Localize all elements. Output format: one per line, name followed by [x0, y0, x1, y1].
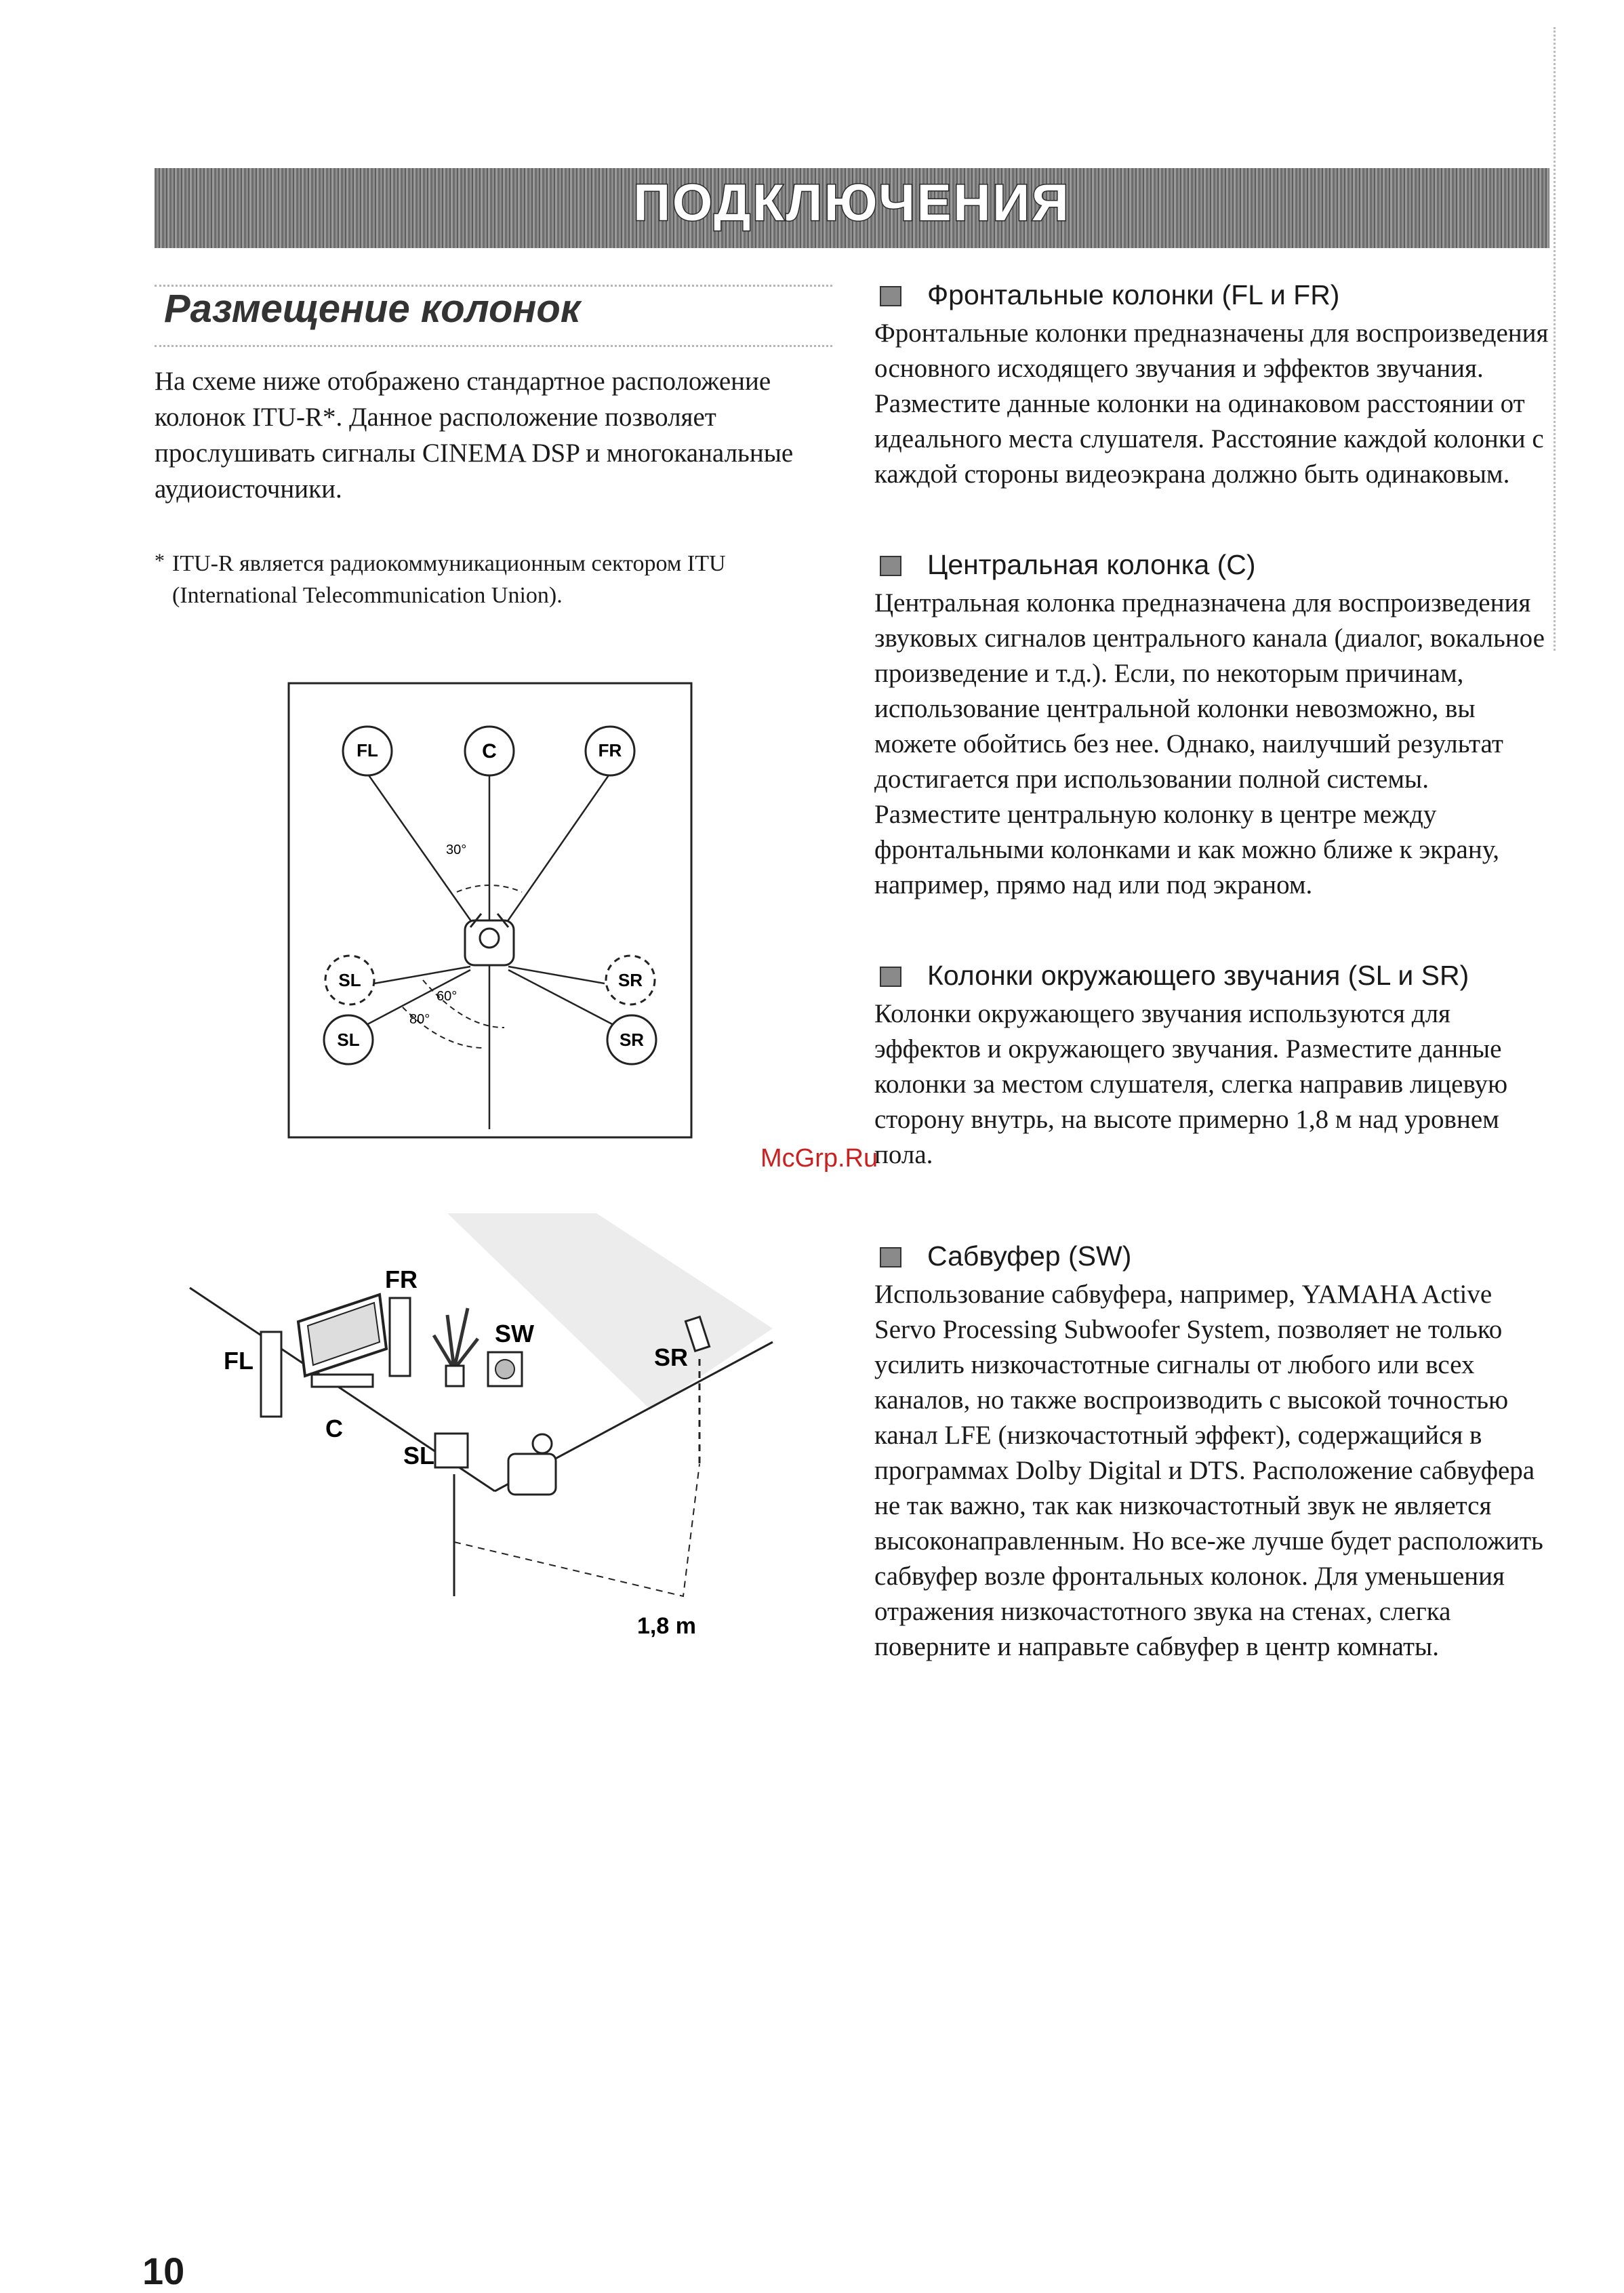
room-label-fr: FR — [385, 1265, 418, 1293]
angle-label-30: 30° — [446, 843, 467, 857]
section-center-speaker — [874, 546, 1559, 903]
section-subwoofer — [874, 1238, 1559, 1665]
footnote-text: ITU-R является радиокоммуникационным сектором ITU (International Telecommunication Union). — [172, 551, 726, 608]
speaker-fr-label: FR — [598, 740, 622, 760]
fl-speaker-icon — [261, 1332, 281, 1417]
listener-chair-icon — [508, 1434, 556, 1495]
angle-label-80: 80° — [409, 1012, 430, 1027]
section-title: Размещение колонок — [164, 287, 581, 331]
section-surround-speakers — [874, 957, 1559, 1173]
speaker-fr — [586, 727, 634, 775]
height-guide-lines — [454, 1464, 699, 1596]
speaker-sr-front — [607, 1015, 656, 1064]
heading-bullet-icon — [880, 556, 901, 576]
footnote — [155, 548, 846, 611]
room-label-sl: SL — [403, 1442, 435, 1469]
heading-text: Центральная колонка (C) — [927, 549, 1256, 580]
angle-arc-60 — [423, 980, 504, 1028]
speaker-c — [465, 727, 514, 775]
paragraph-surround-speakers: Колонки окружающего звучания используются для эффектов и окружающего звучания. Разместите данные колонки за местом слушателя, слегка направив лицевую сторону внутрь, на высоте примерно 1,8 м над уровнем пола. — [874, 999, 1508, 1169]
speaker-fl-label: FL — [357, 740, 378, 760]
speaker-sr-rear — [606, 956, 655, 1005]
banner-title: ПОДКЛЮЧЕНИЯ — [633, 174, 1071, 232]
paragraph-center-speaker: Центральная колонка предназначена для воспроизведения звуковых сигналов центрального канала (диалог, вокальное произведение и т.д.). Если, по некоторым причинам, использование центральной колонки невозможно, вы можете обойтись без нее. Однако, наилучший результат достигается при использовании полной системы. Разместите центральную колонку в центре между фронтальными колонками и как можно ближе к экрану, например, прямо над или под экраном. — [874, 588, 1545, 899]
heading-bullet-icon — [880, 1247, 901, 1267]
heading-bullet-icon — [880, 967, 901, 987]
heading-bullet-icon — [880, 286, 901, 306]
heading-text: Колонки окружающего звучания (SL и SR) — [927, 960, 1469, 991]
heading-center-speaker — [874, 546, 1559, 583]
paragraph-front-speakers: Фронтальные колонки предназначены для воспроизведения основного исходящего звучания и эффектов звучания. Разместите данные колонки на одинаковом расстоянии от идеального места слушателя. Расстояние каждой колонки с каждой стороны видеоэкрана должно быть одинаковым. — [874, 319, 1549, 489]
subwoofer-icon — [488, 1352, 522, 1386]
footnote-mark: * — [155, 550, 165, 572]
room-label-sr: SR — [654, 1343, 689, 1371]
section-banner — [155, 168, 1549, 248]
angle-label-60: 60° — [437, 989, 458, 1004]
itu-speaker-layout-diagram — [287, 682, 694, 1143]
speaker-sr-rear-label: SR — [617, 970, 643, 990]
room-height-label: 1,8 m — [637, 1613, 696, 1639]
watermark: McGrp.Ru — [760, 1144, 878, 1173]
paragraph-subwoofer: Использование сабвуфера, например, YAMAHA Active Servo Processing Subwoofer System, позволяет не только усилить низкочастотные сигналы от любого или всех каналов, но также воспроизводить с высокой точностью канал LFE (низкочастотный эффект), содержащийся в программах Dolby Digital и DTS. Расположение сабвуфера не так важно, так как низкочастотный звук не является высоконаправленным. Но все-же лучше будет расположить сабвуфер возле фронтальных колонок. Для уменьшения отражения низкочастотного звука на стенах, слегка поверните и направьте сабвуфер в центр комнаты. — [874, 1280, 1543, 1661]
heading-text: Сабвуфер (SW) — [927, 1240, 1132, 1272]
plant-icon — [434, 1308, 478, 1386]
listener-icon — [465, 914, 514, 965]
page-number: 10 — [142, 2250, 185, 2292]
speaker-sl-rear-label: SL — [338, 970, 361, 990]
heading-subwoofer — [874, 1238, 1559, 1274]
sr-rear-line — [508, 967, 605, 983]
sl-rear-line — [374, 967, 470, 983]
room-placement-illustration — [176, 1193, 786, 1681]
speaker-c-label: C — [482, 740, 497, 763]
fr-line — [504, 773, 610, 926]
room-label-sw: SW — [495, 1320, 534, 1347]
fr-speaker-icon — [390, 1298, 410, 1376]
room-label-fl: FL — [224, 1347, 253, 1375]
scan-edge-marks — [1554, 27, 1596, 651]
sl-speaker-icon — [435, 1434, 468, 1467]
intro-paragraph: На схеме ниже отображено стандартное расположение колонок ITU-R*. Данное расположение позволяет прослушивать сигналы CINEMA DSP и многоканальные аудиоисточники. — [155, 367, 794, 504]
section-front-speakers — [874, 277, 1559, 492]
heading-text: Фронтальные колонки (FL и FR) — [927, 279, 1340, 310]
speaker-sl-rear — [325, 956, 374, 1005]
speaker-sl-front — [324, 1015, 373, 1064]
speaker-fl — [343, 727, 392, 775]
speaker-sl-front-label: SL — [337, 1030, 360, 1050]
speaker-sr-front-label: SR — [619, 1030, 645, 1050]
heading-front-speakers — [874, 277, 1559, 313]
tv-icon — [298, 1295, 386, 1387]
room-label-c: C — [325, 1415, 343, 1442]
heading-surround-speakers — [874, 957, 1559, 994]
